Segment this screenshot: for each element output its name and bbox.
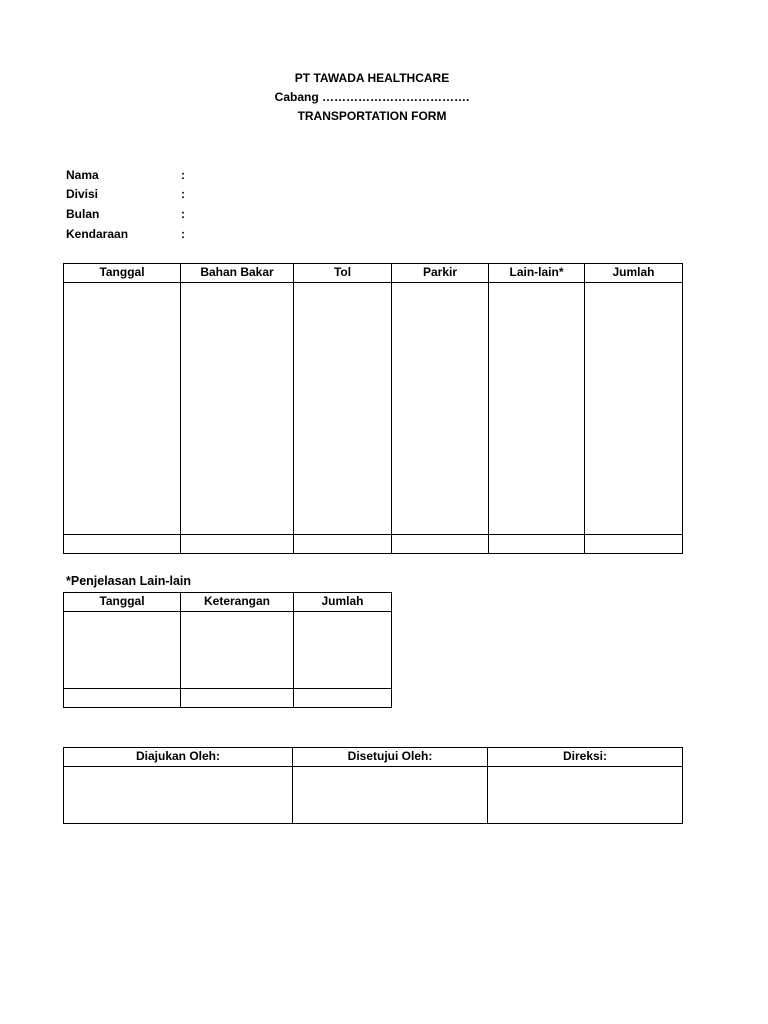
- field-colon: :: [181, 187, 185, 201]
- column-header-tanggal: Tanggal: [64, 264, 181, 283]
- table-cell[interactable]: [181, 689, 294, 708]
- table-header-row: [64, 264, 683, 283]
- column-header-jumlah: Jumlah: [294, 593, 392, 612]
- table-cell[interactable]: [294, 283, 392, 535]
- table-header-row: [64, 748, 683, 767]
- table-cell[interactable]: [392, 283, 489, 535]
- table-cell[interactable]: [294, 535, 392, 554]
- other-expenses-title: *Penjelasan Lain-lain: [66, 574, 192, 588]
- table-total-row: [64, 689, 392, 708]
- table-header-row: [64, 593, 392, 612]
- table-cell[interactable]: [585, 535, 683, 554]
- column-header-bahan-bakar: Bahan Bakar: [181, 264, 294, 283]
- field-colon: :: [181, 168, 185, 182]
- column-header-direksi: Direksi:: [488, 748, 683, 767]
- field-label: Kendaraan: [66, 227, 129, 241]
- branch-line: Cabang ……………………………….: [274, 90, 470, 104]
- table-cell[interactable]: [181, 283, 294, 535]
- table-cell[interactable]: [489, 535, 585, 554]
- column-header-tol: Tol: [294, 264, 392, 283]
- signature-cell[interactable]: [488, 767, 683, 824]
- field-label: Divisi: [66, 187, 99, 201]
- table-cell[interactable]: [64, 535, 181, 554]
- table-cell[interactable]: [64, 689, 181, 708]
- signature-cell[interactable]: [64, 767, 293, 824]
- signature-row: [64, 767, 683, 824]
- form-title: TRANSPORTATION FORM: [297, 109, 447, 123]
- table-cell[interactable]: [181, 535, 294, 554]
- table-cell[interactable]: [585, 283, 683, 535]
- column-header-keterangan: Keterangan: [181, 593, 294, 612]
- table-cell[interactable]: [294, 612, 392, 689]
- table-body-row: [64, 283, 683, 535]
- table-cell[interactable]: [489, 283, 585, 535]
- column-header-lain-lain: Lain-lain*: [489, 264, 585, 283]
- signature-table: [63, 747, 683, 824]
- column-header-disetujui-oleh: Disetujui Oleh:: [293, 748, 488, 767]
- field-label: Bulan: [66, 207, 100, 221]
- column-header-diajukan-oleh: Diajukan Oleh:: [64, 748, 293, 767]
- expense-table: [63, 263, 683, 554]
- table-body-row: [64, 612, 392, 689]
- other-expenses-table: [63, 592, 392, 708]
- table-cell[interactable]: [64, 283, 181, 535]
- company-name: PT TAWADA HEALTHCARE: [294, 71, 450, 85]
- column-header-tanggal: Tanggal: [64, 593, 181, 612]
- table-cell[interactable]: [64, 612, 181, 689]
- column-header-parkir: Parkir: [392, 264, 489, 283]
- field-colon: :: [181, 207, 185, 221]
- field-colon: :: [181, 227, 185, 241]
- table-cell[interactable]: [294, 689, 392, 708]
- field-label: Nama: [66, 168, 99, 182]
- signature-cell[interactable]: [293, 767, 488, 824]
- table-cell[interactable]: [181, 612, 294, 689]
- column-header-jumlah: Jumlah: [585, 264, 683, 283]
- table-cell[interactable]: [392, 535, 489, 554]
- table-total-row: [64, 535, 683, 554]
